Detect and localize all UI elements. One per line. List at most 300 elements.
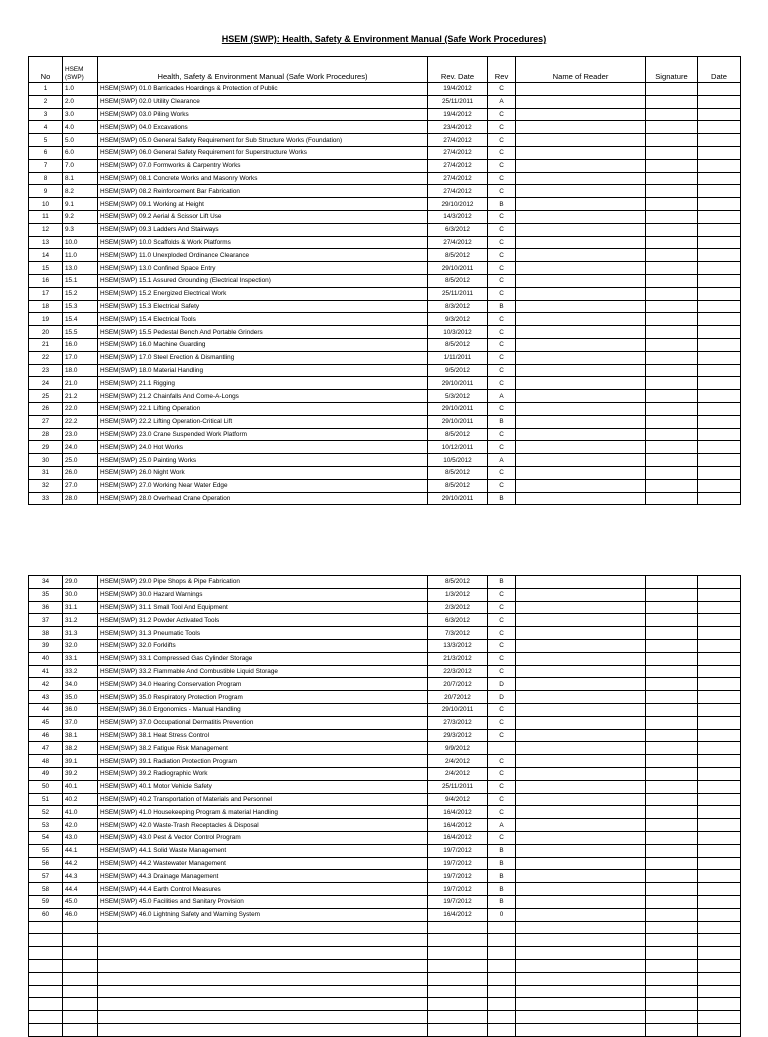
row-hsem-code: 37.0 [63,716,98,729]
row-name-of-reader [516,146,646,159]
row-date [698,857,741,870]
row-rev-date: 2/4/2012 [428,755,488,768]
row-hsem-code: 30.0 [63,588,98,601]
row-name-of-reader [516,466,646,479]
row-procedure-title: HSEM(SWP) 18.0 Material Handling [98,364,428,377]
row-date [698,492,741,505]
row-date [698,313,741,326]
row-no: 19 [29,313,63,326]
row-date [698,793,741,806]
row-signature [646,300,698,313]
table-row [29,883,741,896]
row-no: 28 [29,428,63,441]
row-rev: C [488,351,516,364]
row-no: 31 [29,466,63,479]
empty-cell [428,921,488,934]
empty-cell [98,1023,428,1036]
table-row [29,492,741,505]
row-procedure-title: HSEM(SWP) 25.0 Painting Works [98,454,428,467]
row-hsem-code: 11.0 [63,249,98,262]
empty-cell [646,985,698,998]
row-no: 8 [29,172,63,185]
row-no: 22 [29,351,63,364]
empty-cell [646,1023,698,1036]
row-name-of-reader [516,652,646,665]
table-row [29,300,741,313]
row-hsem-code: 3.0 [63,108,98,121]
empty-cell [516,934,646,947]
row-rev-date: 29/10/2012 [428,198,488,211]
empty-cell [698,1023,741,1036]
table-row [29,466,741,479]
row-date [698,441,741,454]
empty-cell [698,947,741,960]
row-name-of-reader [516,742,646,755]
row-hsem-code: 8.2 [63,185,98,198]
empty-row [29,972,741,985]
table-row [29,819,741,832]
row-rev-date: 14/3/2012 [428,210,488,223]
table-row [29,223,741,236]
row-procedure-title: HSEM(SWP) 15.3 Electrical Safety [98,300,428,313]
empty-cell [29,1023,63,1036]
row-rev: C [488,262,516,275]
header-signature: Signature [646,57,698,83]
row-signature [646,326,698,339]
row-rev-date: 16/4/2012 [428,908,488,921]
row-rev-date: 5/3/2012 [428,390,488,403]
empty-cell [428,1023,488,1036]
empty-cell [516,1011,646,1024]
row-date [698,742,741,755]
empty-cell [646,959,698,972]
row-signature [646,870,698,883]
row-rev-date: 19/4/2012 [428,108,488,121]
row-name-of-reader [516,831,646,844]
table-row [29,806,741,819]
row-no: 14 [29,249,63,262]
row-rev-date: 8/5/2012 [428,249,488,262]
row-rev-date: 29/3/2012 [428,729,488,742]
row-procedure-title: HSEM(SWP) 22.2 Lifting Operation-Critical Lift [98,415,428,428]
row-rev-date: 13/3/2012 [428,639,488,652]
table-row [29,601,741,614]
table-row [29,441,741,454]
row-signature [646,134,698,147]
row-rev-date: 8/5/2012 [428,466,488,479]
row-hsem-code: 16.0 [63,338,98,351]
row-rev-date: 22/3/2012 [428,665,488,678]
row-hsem-code: 38.1 [63,729,98,742]
row-procedure-title: HSEM(SWP) 38.1 Heat Stress Control [98,729,428,742]
row-no: 27 [29,415,63,428]
empty-cell [488,985,516,998]
row-hsem-code: 23.0 [63,428,98,441]
row-signature [646,755,698,768]
row-date [698,755,741,768]
row-rev-date: 10/12/2011 [428,441,488,454]
empty-cell [646,934,698,947]
row-date [698,639,741,652]
row-rev: C [488,249,516,262]
row-signature [646,857,698,870]
empty-cell [63,985,98,998]
row-date [698,908,741,921]
row-hsem-code: 9.2 [63,210,98,223]
row-rev: C [488,806,516,819]
row-signature [646,639,698,652]
row-procedure-title: HSEM(SWP) 46.0 Lightning Safety and Warning System [98,908,428,921]
row-date [698,402,741,415]
row-no: 4 [29,121,63,134]
row-date [698,121,741,134]
row-name-of-reader [516,313,646,326]
row-procedure-title: HSEM(SWP) 24.0 Hot Works [98,441,428,454]
row-signature [646,466,698,479]
empty-row [29,921,741,934]
row-rev: B [488,198,516,211]
row-rev: B [488,870,516,883]
row-signature [646,492,698,505]
row-procedure-title: HSEM(SWP) 36.0 Ergonomics - Manual Handling [98,703,428,716]
table-row [29,236,741,249]
row-name-of-reader [516,274,646,287]
row-no: 49 [29,767,63,780]
row-hsem-code: 41.0 [63,806,98,819]
row-procedure-title: HSEM(SWP) 43.0 Pest & Vector Control Program [98,831,428,844]
table-row [29,108,741,121]
empty-cell [516,921,646,934]
table-row [29,159,741,172]
row-procedure-title: HSEM(SWP) 44.4 Earth Control Measures [98,883,428,896]
row-rev: B [488,895,516,908]
row-date [698,627,741,640]
row-name-of-reader [516,287,646,300]
row-signature [646,844,698,857]
empty-cell [428,947,488,960]
row-procedure-title: HSEM(SWP) 22.1 Lifting Operation [98,402,428,415]
row-no: 32 [29,479,63,492]
empty-cell [516,985,646,998]
header-rev-date: Rev. Date [428,57,488,83]
row-hsem-code: 40.2 [63,793,98,806]
empty-cell [428,1011,488,1024]
row-procedure-title: HSEM(SWP) 31.2 Powder Activated Tools [98,614,428,627]
row-hsem-code: 32.0 [63,639,98,652]
row-no: 30 [29,454,63,467]
row-procedure-title: HSEM(SWP) 38.2 Fatigue Risk Management [98,742,428,755]
table-row [29,588,741,601]
row-name-of-reader [516,262,646,275]
row-signature [646,793,698,806]
empty-cell [29,959,63,972]
row-rev: B [488,883,516,896]
table-row [29,614,741,627]
row-rev: A [488,95,516,108]
row-name-of-reader [516,895,646,908]
empty-cell [698,1011,741,1024]
row-rev-date: 1/11/2011 [428,351,488,364]
row-name-of-reader [516,351,646,364]
empty-cell [428,934,488,947]
row-name-of-reader [516,793,646,806]
row-date [698,198,741,211]
row-procedure-title: HSEM(SWP) 33.1 Compressed Gas Cylinder Storage [98,652,428,665]
row-date [698,844,741,857]
row-name-of-reader [516,83,646,96]
row-procedure-title: HSEM(SWP) 21.1 Rigging [98,377,428,390]
row-rev: B [488,300,516,313]
empty-cell [98,1011,428,1024]
table-row [29,338,741,351]
row-name-of-reader [516,249,646,262]
row-rev: C [488,223,516,236]
table-row [29,121,741,134]
row-no: 35 [29,588,63,601]
row-signature [646,83,698,96]
row-date [698,351,741,364]
row-rev: C [488,146,516,159]
row-rev-date: 10/3/2012 [428,326,488,339]
row-date [698,767,741,780]
row-procedure-title: HSEM(SWP) 27.0 Working Near Water Edge [98,479,428,492]
empty-row [29,1011,741,1024]
empty-cell [646,972,698,985]
row-name-of-reader [516,108,646,121]
manual-table-2 [28,575,741,1037]
row-signature [646,691,698,704]
row-hsem-code: 22.0 [63,402,98,415]
header-no: No [29,57,63,83]
row-rev: 0 [488,908,516,921]
row-hsem-code: 15.1 [63,274,98,287]
row-date [698,364,741,377]
row-name-of-reader [516,172,646,185]
row-name-of-reader [516,857,646,870]
row-hsem-code: 5.0 [63,134,98,147]
row-name-of-reader [516,198,646,211]
row-date [698,390,741,403]
row-procedure-title: HSEM(SWP) 17.0 Steel Erection & Dismantling [98,351,428,364]
row-no: 9 [29,185,63,198]
row-no: 10 [29,198,63,211]
empty-cell [63,921,98,934]
row-signature [646,146,698,159]
row-date [698,338,741,351]
row-no: 7 [29,159,63,172]
row-hsem-code: 15.4 [63,313,98,326]
row-rev-date: 27/4/2012 [428,134,488,147]
row-date [698,249,741,262]
table-row [29,262,741,275]
row-rev-date: 29/10/2011 [428,377,488,390]
empty-cell [98,934,428,947]
row-no: 57 [29,870,63,883]
row-rev: C [488,780,516,793]
row-name-of-reader [516,415,646,428]
row-hsem-code: 10.0 [63,236,98,249]
empty-cell [516,947,646,960]
row-procedure-title: HSEM(SWP) 06.0 General Safety Requirement for Superstructure Works [98,146,428,159]
row-hsem-code: 44.4 [63,883,98,896]
row-rev: C [488,665,516,678]
row-name-of-reader [516,159,646,172]
row-date [698,274,741,287]
table-row [29,249,741,262]
row-name-of-reader [516,236,646,249]
row-rev: C [488,210,516,223]
row-procedure-title: HSEM(SWP) 40.1 Motor Vehicle Safety [98,780,428,793]
empty-cell [488,1023,516,1036]
row-rev-date: 20/7/2012 [428,678,488,691]
row-rev-date: 27/4/2012 [428,159,488,172]
row-no: 2 [29,95,63,108]
row-name-of-reader [516,678,646,691]
empty-cell [29,921,63,934]
row-rev: C [488,639,516,652]
row-signature [646,729,698,742]
row-rev: C [488,338,516,351]
row-procedure-title: HSEM(SWP) 44.2 Wastewater Management [98,857,428,870]
empty-row [29,1023,741,1036]
row-name-of-reader [516,210,646,223]
row-date [698,326,741,339]
row-name-of-reader [516,883,646,896]
row-rev: C [488,185,516,198]
row-procedure-title: HSEM(SWP) 39.1 Radiation Protection Program [98,755,428,768]
empty-cell [29,998,63,1011]
row-signature [646,819,698,832]
row-date [698,428,741,441]
row-hsem-code: 35.0 [63,691,98,704]
row-procedure-title: HSEM(SWP) 05.0 General Safety Requirement for Sub Structure Works (Foundation) [98,134,428,147]
header-row [29,57,741,83]
empty-cell [63,947,98,960]
row-signature [646,262,698,275]
row-rev: C [488,287,516,300]
row-name-of-reader [516,95,646,108]
row-hsem-code: 9.3 [63,223,98,236]
table-row [29,83,741,96]
row-date [698,601,741,614]
row-date [698,300,741,313]
row-signature [646,627,698,640]
row-rev: C [488,755,516,768]
row-no: 48 [29,755,63,768]
row-name-of-reader [516,819,646,832]
row-signature [646,831,698,844]
row-procedure-title: HSEM(SWP) 39.2 Radiographic Work [98,767,428,780]
row-hsem-code: 46.0 [63,908,98,921]
row-name-of-reader [516,614,646,627]
row-date [698,716,741,729]
table-row [29,627,741,640]
row-signature [646,895,698,908]
row-name-of-reader [516,691,646,704]
row-hsem-code: 31.2 [63,614,98,627]
row-date [698,819,741,832]
row-date [698,703,741,716]
row-date [698,262,741,275]
row-signature [646,223,698,236]
row-rev-date: 8/5/2012 [428,479,488,492]
row-rev-date: 19/7/2012 [428,844,488,857]
empty-cell [29,934,63,947]
row-date [698,134,741,147]
row-date [698,479,741,492]
row-procedure-title: HSEM(SWP) 23.0 Crane Suspended Work Platform [98,428,428,441]
row-hsem-code: 36.0 [63,703,98,716]
row-name-of-reader [516,364,646,377]
row-hsem-code: 6.0 [63,146,98,159]
row-signature [646,703,698,716]
row-no: 3 [29,108,63,121]
row-rev-date: 19/7/2012 [428,857,488,870]
row-rev: C [488,441,516,454]
table-row [29,479,741,492]
row-hsem-code: 21.2 [63,390,98,403]
row-rev-date: 9/9/2012 [428,742,488,755]
row-no: 26 [29,402,63,415]
row-no: 53 [29,819,63,832]
empty-cell [428,998,488,1011]
row-rev: C [488,326,516,339]
row-rev-date: 29/10/2011 [428,703,488,716]
row-no: 13 [29,236,63,249]
row-name-of-reader [516,576,646,589]
row-hsem-code: 29.0 [63,576,98,589]
empty-cell [29,947,63,960]
row-name-of-reader [516,870,646,883]
row-signature [646,287,698,300]
row-date [698,665,741,678]
empty-cell [698,934,741,947]
row-no: 12 [29,223,63,236]
row-no: 11 [29,210,63,223]
row-date [698,895,741,908]
row-procedure-title: HSEM(SWP) 45.0 Facilities and Sanitary Provision [98,895,428,908]
row-rev-date: 9/5/2012 [428,364,488,377]
table-row [29,742,741,755]
row-name-of-reader [516,716,646,729]
row-no: 18 [29,300,63,313]
row-date [698,415,741,428]
table-row [29,146,741,159]
row-hsem-code: 4.0 [63,121,98,134]
row-hsem-code: 33.1 [63,652,98,665]
row-hsem-code: 31.3 [63,627,98,640]
row-no: 40 [29,652,63,665]
row-no: 15 [29,262,63,275]
row-name-of-reader [516,479,646,492]
row-rev-date: 6/3/2012 [428,223,488,236]
row-name-of-reader [516,665,646,678]
row-name-of-reader [516,134,646,147]
row-no: 23 [29,364,63,377]
row-signature [646,121,698,134]
empty-cell [98,972,428,985]
table-row [29,716,741,729]
empty-row [29,947,741,960]
row-rev: C [488,83,516,96]
row-hsem-code: 43.0 [63,831,98,844]
row-rev-date: 16/4/2012 [428,819,488,832]
row-rev [488,742,516,755]
row-rev: C [488,627,516,640]
table-row [29,134,741,147]
header-rev: Rev [488,57,516,83]
empty-cell [516,972,646,985]
